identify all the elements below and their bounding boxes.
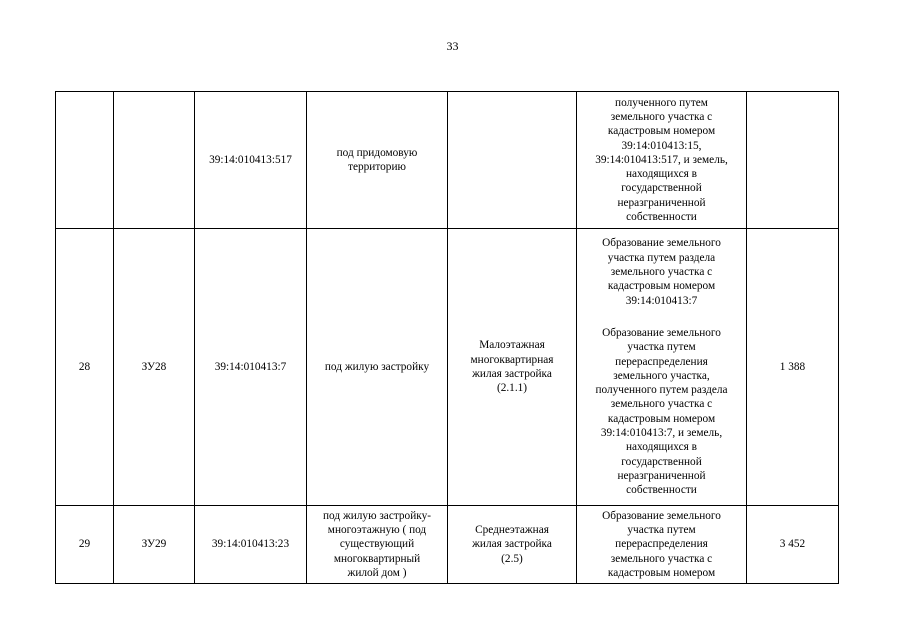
cell-line: Образование земельного: [602, 509, 721, 522]
cell-line: земельного участка с: [610, 110, 713, 123]
cell-line: кадастровым номером: [607, 566, 716, 579]
cell-line: собственности: [626, 484, 697, 497]
cell-line: 39:14:010413:7, и земель,: [600, 427, 723, 440]
permitted-use: [448, 229, 577, 506]
cell-line: Малоэтажная: [479, 339, 545, 352]
cell-line: существующий: [339, 538, 415, 551]
cell-line: находящихся в: [626, 441, 697, 454]
cadastral-number: 39:14:010413:517: [195, 92, 307, 229]
table-row: [56, 506, 839, 584]
cell-line: земельного участка с: [610, 266, 713, 279]
cell-line: перераспределения: [615, 538, 708, 551]
cell-line: Среднеэтажная: [475, 524, 549, 537]
plot-area: [747, 92, 839, 229]
cell-line: под жилую застройку: [324, 360, 430, 373]
cell-line: жилая застройка: [472, 538, 552, 551]
land-use: [307, 229, 448, 506]
cell-line: Образование земельного: [602, 237, 721, 250]
permitted-use: [448, 506, 577, 584]
plot-area: 3 452: [747, 506, 839, 584]
row-number: 28: [56, 229, 114, 506]
cell-line: земельного участка с: [610, 552, 713, 565]
cell-line: участка путем: [627, 341, 696, 354]
cell-line: кадастровым номером: [607, 412, 716, 425]
land-plots-table: [55, 91, 839, 584]
row-number: 29: [56, 506, 114, 584]
row-number: [56, 92, 114, 229]
cell-line: 39:14:010413:15,: [621, 139, 702, 152]
land-use: [307, 506, 448, 584]
cell-line: земельного участка с: [610, 398, 713, 411]
table-row: [56, 229, 839, 506]
cell-line: под жилую застройку-: [323, 509, 431, 522]
permitted-use: [448, 92, 577, 229]
cadastral-number: 39:14:010413:23: [195, 506, 307, 584]
table-row: [56, 92, 839, 229]
cell-line: собственности: [626, 211, 697, 224]
cell-line: полученного путем: [615, 96, 708, 109]
cell-line: многоквартирная: [470, 353, 554, 366]
cell-line: Образование земельного: [602, 326, 721, 339]
plot-code: [114, 92, 195, 229]
cell-line: территорию: [348, 161, 406, 173]
plot-code: ЗУ29: [114, 506, 195, 584]
cell-line: многоквартирный: [333, 552, 421, 565]
cell-line: неразграниченной: [617, 196, 706, 209]
cell-line: участка путем раздела: [607, 251, 716, 264]
cell-line: находящихся в: [626, 168, 697, 181]
cell-line: 39:14:010413:7: [625, 294, 698, 307]
cell-line: государственной: [621, 182, 702, 195]
cell-line: участка путем: [627, 524, 696, 537]
page-number: 33: [446, 39, 459, 53]
plot-area: 1 388: [747, 229, 839, 506]
cell-line: (2.1.1): [496, 382, 528, 395]
plot-code: ЗУ28: [114, 229, 195, 506]
formation-method: [577, 229, 747, 506]
cell-line: полученного путем раздела: [595, 384, 728, 397]
cell-line: неразграниченной: [617, 469, 706, 482]
cell-line: жилой дом ): [347, 566, 407, 579]
cell-line: многоэтажную ( под: [327, 524, 427, 537]
formation-method: [577, 92, 747, 229]
cell-line: 39:14:010413:517, и земель,: [595, 153, 728, 166]
cadastral-number: 39:14:010413:7: [195, 229, 307, 506]
formation-method: [577, 506, 747, 584]
cell-line: кадастровым номером: [607, 280, 716, 293]
cell-line: государственной: [621, 455, 702, 468]
cell-line: под придомовую: [336, 146, 418, 159]
cell-line: земельного участка,: [613, 369, 710, 382]
cell-line: (2.5): [501, 552, 523, 565]
cell-line: жилая застройка: [472, 368, 552, 380]
cell-line: перераспределения: [615, 355, 708, 368]
cell-line: кадастровым номером: [607, 125, 716, 138]
land-use: [307, 92, 448, 229]
